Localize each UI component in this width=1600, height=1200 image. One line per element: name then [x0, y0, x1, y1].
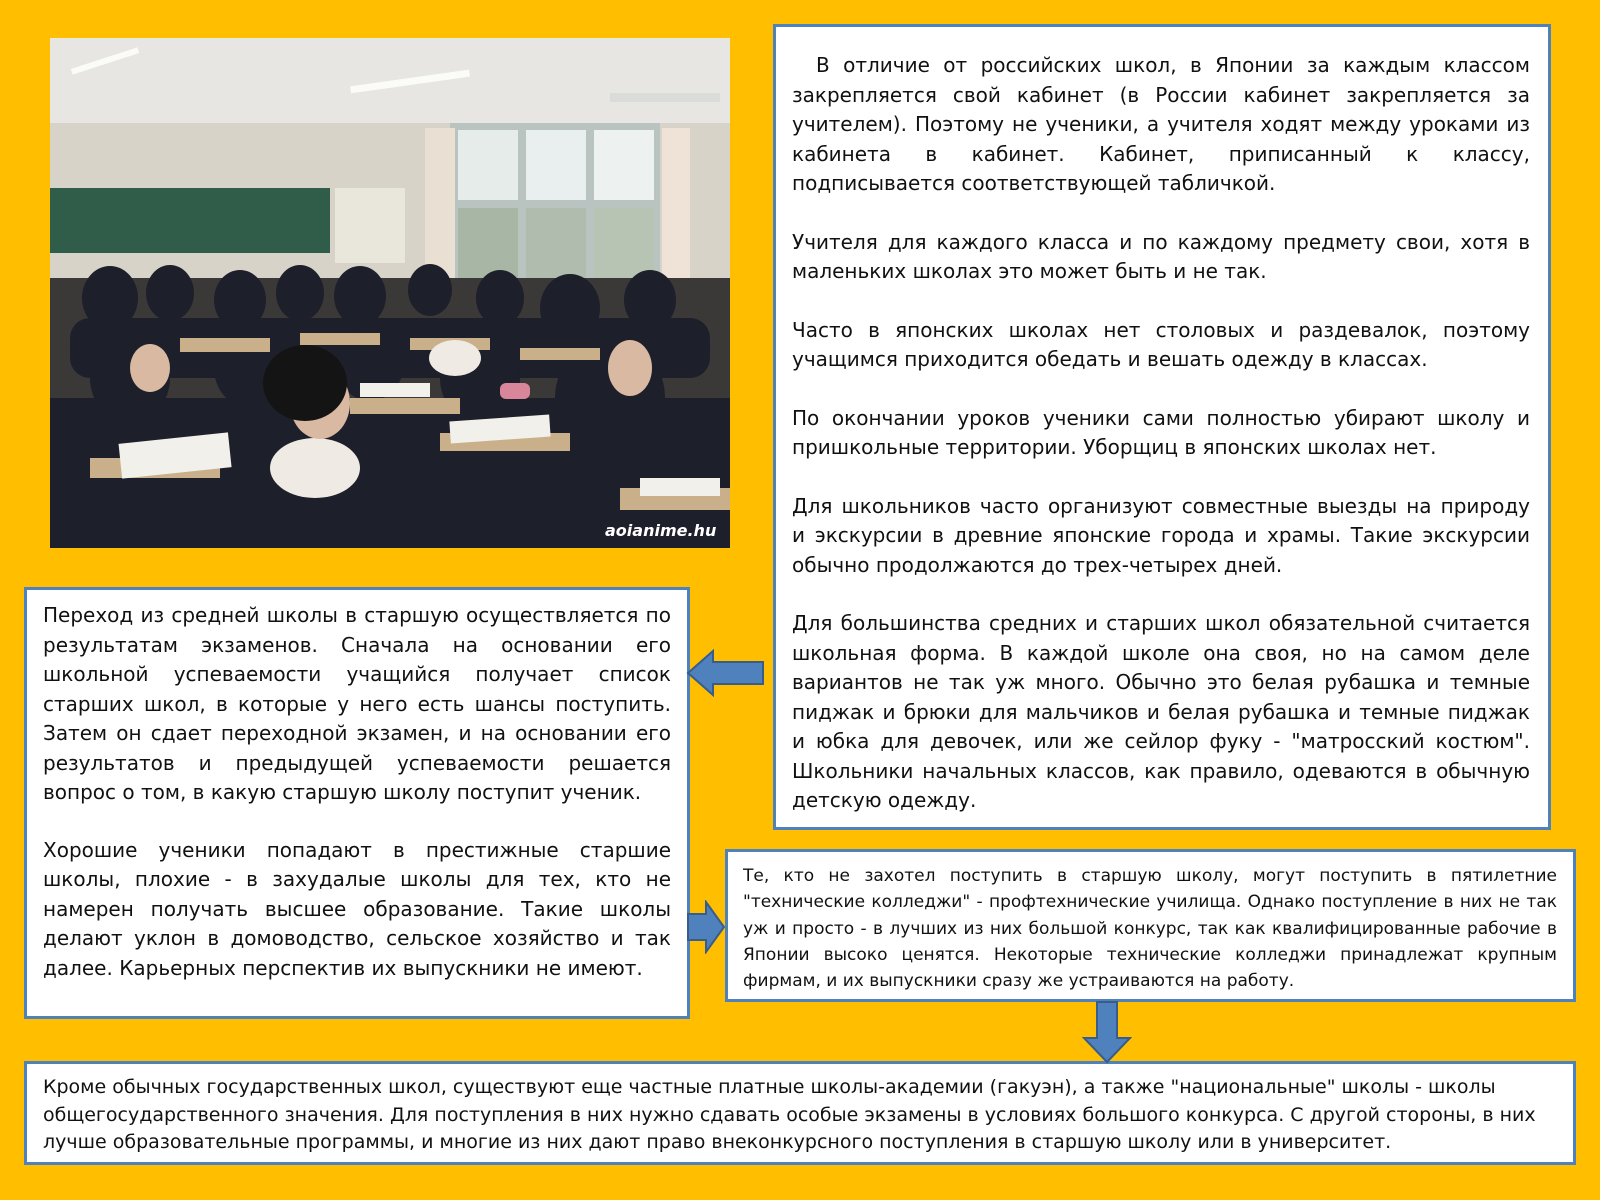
paragraph-technical-colleges: Те, кто не захотел поступить в старшую школу, могут поступить в пятилетние "технические колледжи" - профтехнические училища. Однако поступление в них не так уж и просто - в лучших из них большой конкурс, так как квалифицированные рабочие в Японии высоко ценятся. Некоторые технические колледжи принадлежат крупным фирмам, и их выпускники сразу же устраиваются на работу.: [743, 866, 1557, 992]
arrow-down-icon: [1082, 1000, 1132, 1064]
classroom-photo: [50, 38, 730, 548]
classroom-photo-illustration: [50, 38, 730, 548]
high-school-transition-box: [24, 587, 690, 1019]
photo-watermark: aoianime.hu: [605, 521, 717, 540]
paragraph-classrooms: В отличие от российских школ, в Японии за каждым классом закрепляется свой кабинет (в России кабинет закрепляется за учителем). Поэтому не ученики, а учителя ходят между уроками из кабинета в кабинет. Кабинет, приписанный к классу, подписывается соответствующей табличкой.: [792, 53, 1530, 195]
private-schools-box: [24, 1061, 1576, 1165]
school-facts-box: [773, 24, 1551, 830]
paragraph-private-schools: Кроме обычных государственных школ, существуют еще частные платные школы-академии (гакуэн), а также "национальные" школы - школы общегосударственного значения. Для поступления в них нужно сдавать особые экзамены в условиях большого конкурса. С другой стороны, в них лучше образовательные программы, и многие из них дают право внеконкурсного поступления в старшую школу или в университет.: [43, 1076, 1536, 1153]
arrow-left-icon: [686, 648, 766, 698]
paragraph-exams: Переход из средней школы в старшую осуществляется по результатам экзаменов. Сначала на основании его школьной успеваемости учащийся получает список старших школ, в которые у него есть шансы поступить. Затем он сдает переходной экзамен, и на основании его результатов и предыдущей успеваемости решается вопрос о том, в какую старшую школу поступит ученик.: [43, 603, 671, 804]
paragraph-teachers: Учителя для каждого класса и по каждому предмету свои, хотя в маленьких школах это может быть и не так.: [792, 229, 1530, 283]
paragraph-excursions: Для школьников часто организуют совместные выезды на природу и экскурсии в древние японские города и храмы. Такие экскурсии обычно продолжаются до трех-четырех дней.: [792, 493, 1530, 577]
arrow-right-icon: [686, 900, 726, 954]
paragraph-uniform: Для большинства средних и старших школ обязательной считается школьная форма. В каждой школе она своя, но на самом деле вариантов не так уж много. Обычно это белая рубашка и темные пиджак и брюки для мальчиков и белая рубашка и темные пиджак и юбка для девочек, или же сейлор фуку - "матросский костюм". Школьники начальных классов, как правило, одеваются в обычную детскую одежду.: [792, 611, 1530, 812]
paragraph-good-bad-students: Хорошие ученики попадают в престижные старшие школы, плохие - в захудалые школы для тех, кто не намерен получать высшее образование. Такие школы делают уклон в домоводство, сельское хозяйство и так далее. Карьерных перспектив их выпускники не имеют.: [43, 837, 671, 980]
paragraph-cleaning: По окончании уроков ученики сами полностью убирают школу и пришкольные территории. Уборщиц в японских школах нет.: [792, 405, 1530, 459]
technical-colleges-box: [725, 849, 1576, 1002]
paragraph-canteens: Часто в японских школах нет столовых и раздевалок, поэтому учащимся приходится обедать и вешать одежду в классах.: [792, 317, 1530, 371]
